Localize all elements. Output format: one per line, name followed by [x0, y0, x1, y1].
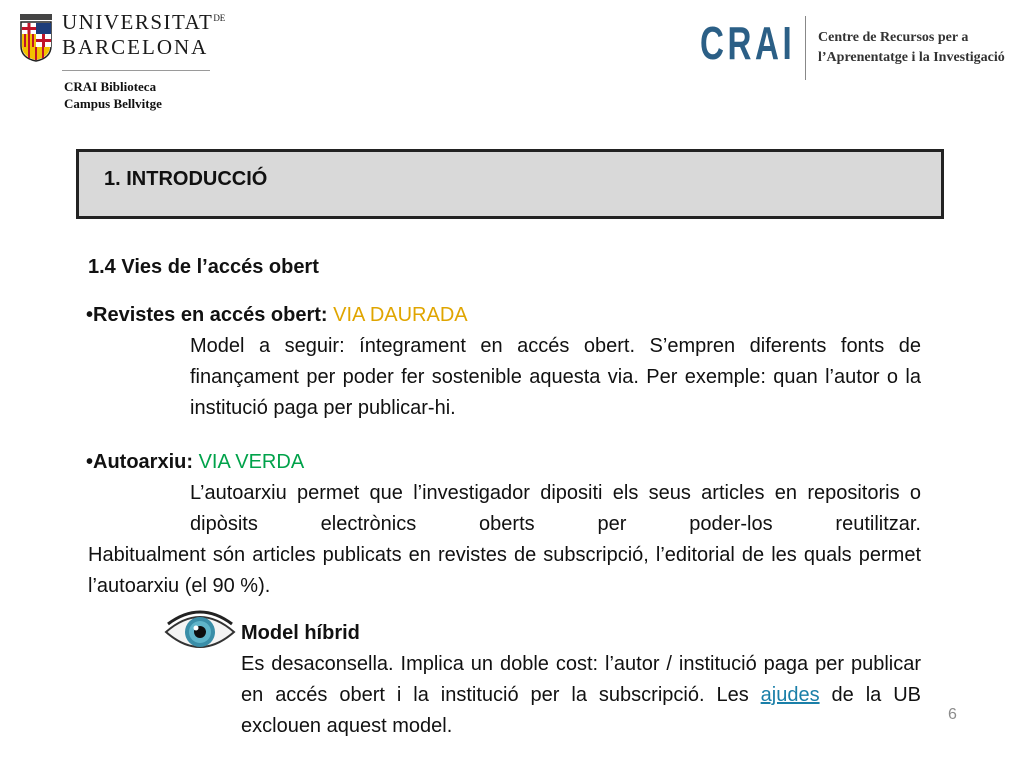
crai-divider	[805, 16, 806, 80]
crai-subtitle-line2: l’Aprenentatge i la Investigació	[818, 50, 1005, 65]
crai-logo: CRAI	[700, 17, 796, 69]
ub-divider	[62, 70, 210, 71]
ajudes-link[interactable]: ajudes	[760, 684, 820, 706]
ub-name-de: DE	[213, 13, 226, 23]
section-title: 1. INTRODUCCIÓ	[104, 168, 268, 190]
bullet-green-route	[86, 447, 304, 478]
crai-subtitle-line1: Centre de Recursos per a	[818, 30, 969, 45]
page-number: 6	[948, 706, 957, 723]
hybrid-model-title: Model híbrid	[241, 622, 360, 644]
ub-name-line2: BARCELONA	[62, 35, 209, 59]
green-route-description-part1: L’autoarxiu permet que l’investigador dipositi els seus articles en repositoris o dipòsits electrònics oberts per poder-los reutilitzar.	[190, 482, 921, 535]
library-name-line2: Campus Bellvitge	[64, 96, 162, 111]
bullet-label: •Autoarxiu:	[86, 451, 199, 473]
gold-route-highlight: VIA DAURADA	[333, 304, 468, 326]
eye-icon	[162, 606, 238, 658]
ub-crest-icon	[18, 12, 54, 62]
hybrid-model-description	[241, 649, 921, 742]
bullet-gold-route	[86, 300, 468, 331]
green-route-highlight: VIA VERDA	[198, 451, 305, 473]
hybrid-text-after: de la UB exclouen aquest model.	[241, 684, 922, 737]
ub-name-line1: $UNIVERSITAT^{DE}$	[62, 10, 226, 34]
library-name-line1: CRAI Biblioteca	[64, 79, 157, 94]
subheading: 1.4 Vies de l’accés obert	[88, 256, 319, 278]
hybrid-text-before: Es desaconsella. Implica un doble cost: l’autor / institució paga per publicar en accés obert i la institució per la subscripció. Les	[241, 653, 921, 706]
green-route-description-part2: Habitualment són articles publicats en revistes de subscripció, l’editorial de les quals permet l’autoarxiu (el 90 %).	[88, 544, 921, 597]
gold-route-description: Model a seguir: íntegrament en accés obert. S’empren diferents fonts de finançament per poder fer sostenible aquesta via. Per exemple: quan l’autor o la institució paga per publicar-hi.	[190, 335, 921, 419]
bullet-label: •Revistes en accés obert:	[86, 304, 334, 326]
